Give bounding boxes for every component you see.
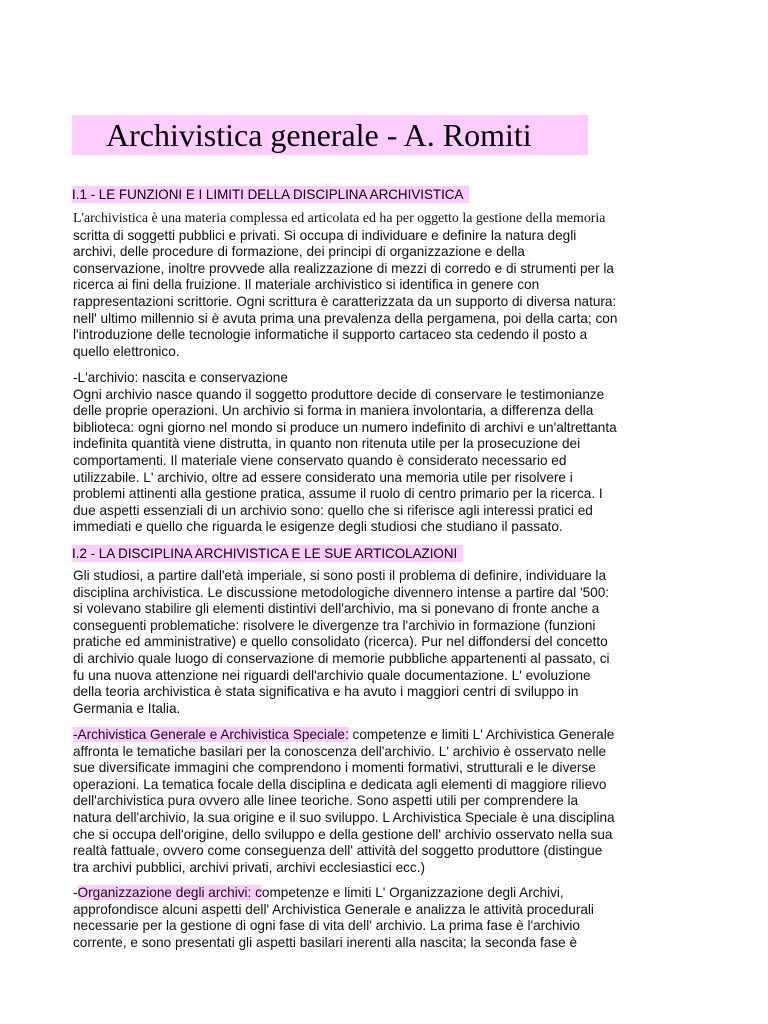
paragraph-archivio-nascita <box>73 370 695 536</box>
text-line: corrente, e sono presentati gli aspetti basilari inerenti alla nascita; la seconda fase è <box>73 934 578 950</box>
text-line: sue diversificate immagini che comprendono i momenti formativi, strutturali e le diverse <box>73 760 596 776</box>
text-line: utilizzabile. L' archivio, oltre ad essere considerato una memoria utile per risolvere i <box>73 469 573 485</box>
text-line: si volevano stabilire gli elementi distintivi dell'archivio, ma si ponevano di fronte anche a <box>73 601 600 617</box>
text-line: disciplina archivistica. Le discussione metodologiche divennero intense a partire dal '500: <box>73 584 610 600</box>
text-line: L'archivistica è una materia complessa ed articolata ed ha per oggetto la gestione della memoria <box>73 211 606 226</box>
text-line: pratiche ed amministrative) e quello consolidato (ricerca). Pur nel diffondersi del concetto <box>73 634 608 650</box>
dash-prefix: - <box>73 885 78 900</box>
highlighted-subheading: -Archivistica Generale e Archivistica Speciale: <box>73 727 349 742</box>
text-line: indefinita quantità viene distrutta, in quanto non ritenuta utile per la prosecuzione dei <box>73 436 581 452</box>
text-line: due aspetti essenziali di un archivio sono: quello che si riferisce agli interessi pratici ed <box>73 502 593 518</box>
highlighted-subheading: Organizzazione degli archivi: c <box>77 885 262 900</box>
text-line: nell' ultimo millennio si è avuta prima una prevalenza della pergamena, poi della carta; con <box>73 310 618 326</box>
paragraph-archivistica-generale-speciale <box>73 727 695 876</box>
text-line: rappresentazioni scrittorie. Ogni scrittura è caratterizzata da un supporto di diversa natura: <box>73 293 617 309</box>
text-line-rest: competenze e limiti L' Archivistica Generale <box>348 727 615 742</box>
text-line: biblioteca: ogni giorno nel mondo si produce un numero indefinito di archivi e un'altrettanta <box>73 419 617 435</box>
text-line: realtà fattuale, ovvero come conseguenza dell' attività del soggetto produttore (distingue <box>73 843 603 859</box>
text-line: approfondisce alcuni aspetti dell' Archivistica Generale e analizza le attività procedurali <box>73 901 594 917</box>
text-line: Gli studiosi, a partire dall'età imperiale, si sono posti il problema di definire, individuare la <box>73 568 607 583</box>
text-line <box>73 727 695 744</box>
paragraph-studiosi <box>73 568 695 717</box>
text-line: fu una nuova attenzione nei riguardi dell'archivio quale documentazione. L' evoluzione <box>73 667 591 683</box>
text-line: ricerca ai fini della fruizione. Il materiale archivistico si identifica in genere con <box>73 277 540 293</box>
text-line: dell'archivistica pura ovvero alle linee teoriche. Sono aspetti utili per comprendere la <box>73 793 579 809</box>
text-line: di archivio quale luogo di conservazione di memorie pubbliche appartenenti al passato, ci <box>73 650 610 666</box>
text-line: necessarie per la gestione di ogni fase di vita dell' archivio. La prima fase è l'archivio <box>73 918 580 934</box>
paragraph-intro <box>73 211 695 360</box>
text-line: problemi attinenti alla gestione pratica, assume il ruolo di centro primario per la ricerca. I <box>73 486 603 502</box>
text-line: tra archivi pubblici, archivi privati, archivi ecclesiastici ecc.) <box>73 859 426 875</box>
text-line-rest: ompetenze e limiti L' Organizzazione degli Archivi, <box>261 885 564 900</box>
section-heading-2: I.2 - LA DISCIPLINA ARCHIVISTICA E LE SUE ARTICOLAZIONI <box>72 545 463 562</box>
text-line: -L'archivio: nascita e conservazione <box>73 370 288 385</box>
text-line: quello elettronico. <box>73 343 180 359</box>
text-line: operazioni. La tematica focale della disciplina e dedicata agli elementi di maggiore rilievo <box>73 776 607 792</box>
text-line: Ogni archivio nasce quando il soggetto produttore decide di conservare le testimonianze <box>73 386 605 402</box>
text-line: archivi, delle procedure di formazione, dei principi di organizzazione e della <box>73 244 525 260</box>
section-heading-1: I.1 - LE FUNZIONI E I LIMITI DELLA DISCIPLINA ARCHIVISTICA <box>72 186 469 203</box>
text-line <box>73 885 695 902</box>
page-title: Archivistica generale - A. Romiti <box>72 115 588 155</box>
text-line: delle proprie operazioni. Un archivio si forma in maniera involontaria, a differenza della <box>73 403 594 419</box>
text-line: scritta di soggetti pubblici e privati. Si occupa di individuare e definire la natura degli <box>73 227 577 243</box>
text-line: immediati e quello che riguarda le esigenze degli studiosi che studiano il passato. <box>73 519 563 535</box>
text-line: conservazione, inoltre provvede alla realizzazione di mezzi di corredo e di strumenti per la <box>73 260 614 276</box>
text-line: comportamenti. Il materiale viene conservato quando è considerato necessario ed <box>73 452 567 468</box>
text-line: l'introduzione delle tecnologie informatiche il supporto cartaceo sta cedendo il posto a <box>73 327 588 343</box>
text-line: conseguenti problematiche: risolvere le divergenze tra l'archivio in formazione (funzioni <box>73 617 596 633</box>
text-line: affronta le tematiche basilari per la conoscenza dell'archivio. L' archivio è osservato nelle <box>73 743 607 759</box>
paragraph-organizzazione-archivi <box>73 885 695 951</box>
text-line: Germania e Italia. <box>73 700 181 716</box>
text-line: natura dell'archivio, la sua origine e il suo sviluppo. L Archivistica Speciale è una disciplina <box>73 809 615 825</box>
text-line: della teoria archivistica è stata significativa e ha avuto i maggiori centri di sviluppo in <box>73 684 579 700</box>
text-line: che si occupa dell'origine, dello sviluppo e della gestione dell' archivio osservato nella sua <box>73 826 613 842</box>
